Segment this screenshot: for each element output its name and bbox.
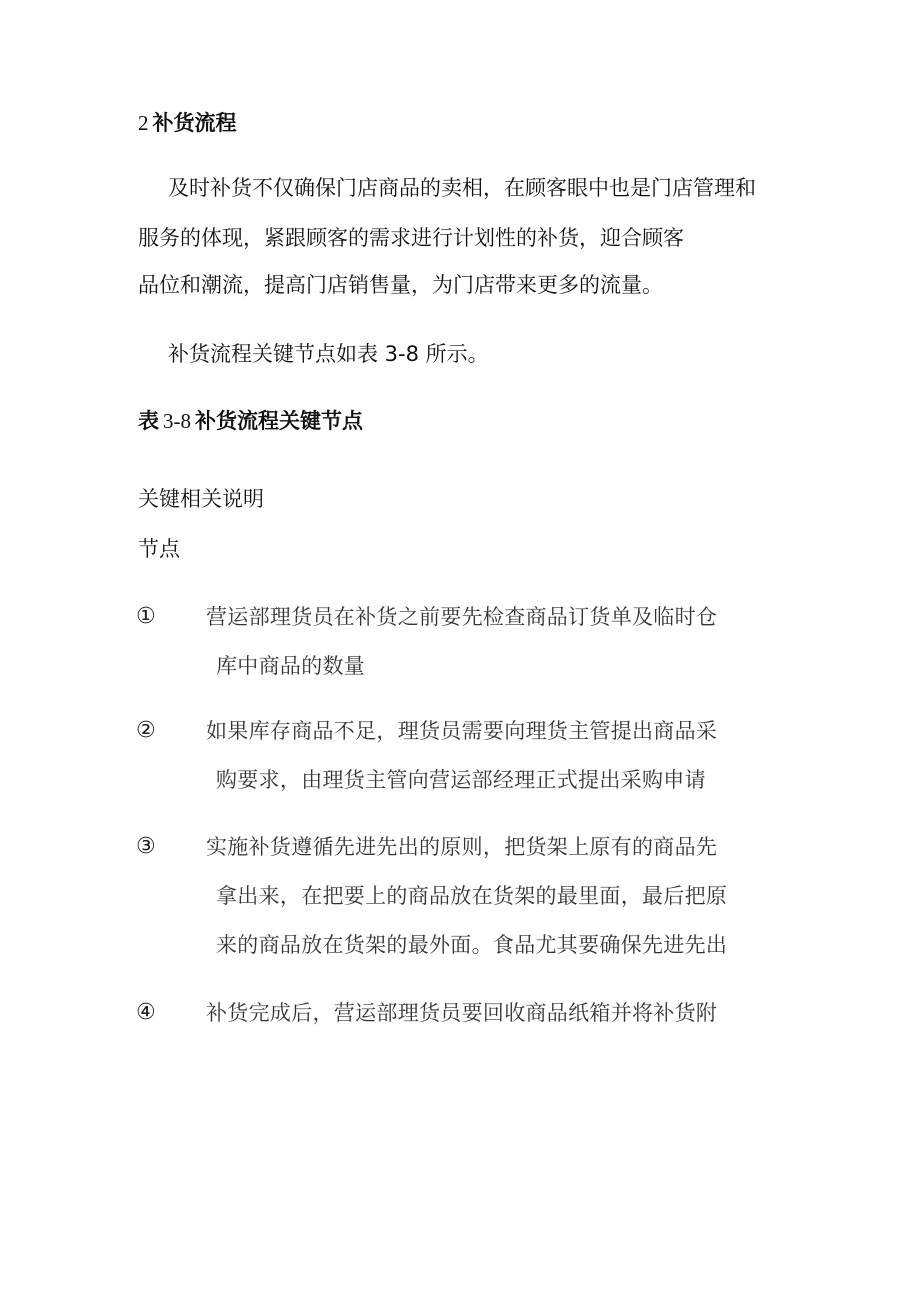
- body-paragraph-line: 品位和潮流，提高门店销售量，为门店带来更多的流量。: [138, 273, 663, 297]
- table-row-description-line: 拿出来，在把要上的商品放在货架的最里面，最后把原: [216, 884, 728, 908]
- table-row-description-line: 补货完成后，营运部理货员要回收商品纸箱并将补货附: [206, 1001, 718, 1025]
- table-row-marker: ①: [136, 604, 156, 629]
- table-row-description-line: 购要求，由理货主管向营运部经理正式提出采购申请: [216, 768, 706, 792]
- table-caption: [138, 407, 363, 435]
- section-title: 补货流程: [152, 111, 237, 135]
- table-caption-title: 补货流程关键节点: [195, 409, 363, 433]
- table-header-line-1: 关键相关说明: [138, 487, 264, 511]
- table-row-marker: ④: [136, 1000, 156, 1025]
- table-row-description-line: 实施补货遵循先进先出的原则，把货架上原有的商品先: [206, 835, 718, 859]
- table-row-description-line: 来的商品放在货架的最外面。食品尤其要确保先进先出: [216, 933, 728, 957]
- table-row-description-line: 营运部理货员在补货之前要先检查商品订货单及临时仓: [206, 605, 718, 629]
- table-row-marker: ③: [136, 834, 156, 859]
- table-row-description-line: 库中商品的数量: [216, 654, 366, 678]
- section-heading: [138, 109, 237, 137]
- body-paragraph-line: 服务的体现，紧跟顾客的需求进行计划性的补货，迎合顾客: [138, 226, 684, 250]
- table-caption-prefix: 表: [138, 409, 159, 433]
- table-row-marker: ②: [136, 718, 156, 743]
- table-caption-number: 3-8: [163, 409, 191, 433]
- table-header-line-2: 节点: [138, 537, 180, 561]
- table-reference-paragraph: 补货流程关键节点如表 3-8 所示。: [168, 342, 489, 366]
- body-paragraph-line: 及时补货不仅确保门店商品的卖相，在顾客眼中也是门店管理和: [168, 176, 756, 200]
- table-row-description-line: 如果库存商品不足，理货员需要向理货主管提出商品采: [206, 719, 718, 743]
- section-number: 2: [138, 111, 149, 135]
